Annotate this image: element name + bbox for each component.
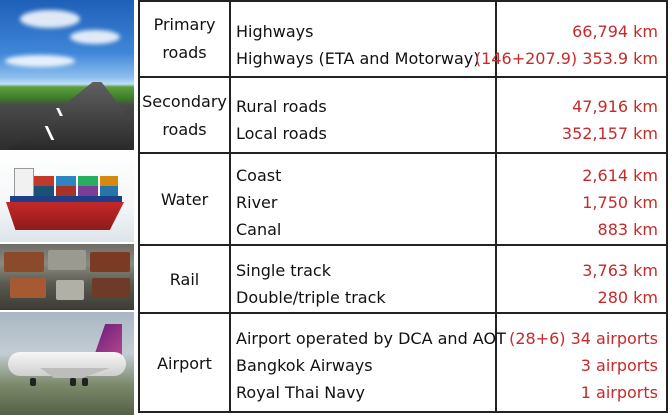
item-value: 47,916 km [572,97,658,116]
item-name: Single track [236,261,331,280]
category-line: Primary [153,15,216,34]
item-value: 66,794 km [572,22,658,41]
train-car [90,252,130,272]
cloud-shape [5,55,75,67]
container [100,176,118,186]
container [78,186,98,196]
item-value: 1,750 km [582,193,658,212]
item-value: (28+6) 34 airports [509,329,658,348]
cloud-shape [20,10,80,28]
item-name: Bangkok Airways [236,356,373,375]
item-name: Airport operated by DCA and AOT [236,329,506,348]
category-line: roads [162,120,207,139]
highway-photo [0,0,134,150]
category-label [140,2,229,76]
container [78,176,98,186]
container [56,176,76,186]
item-name: Coast [236,166,282,185]
table-row-water [140,152,666,246]
train-car [10,278,46,298]
category-line: Secondary [142,92,227,111]
item-name: Rural roads [236,97,327,116]
item-value: 883 km [597,220,658,239]
transport-table [138,0,668,413]
item-name: Highways (ETA and Motorway) [236,49,480,68]
table-row-primary-roads [140,2,666,76]
ship-hull [6,202,124,230]
item-value: 352,157 km [561,124,658,143]
item-value: 3 airports [580,356,658,375]
landing-gear [30,378,36,386]
ship-bridge [14,168,34,198]
item-name: Canal [236,220,282,239]
table-row-airport [140,312,666,413]
container [34,186,54,196]
item-value: (146+207.9) 353.9 km [474,49,658,68]
train-car [56,280,84,300]
item-value: 1 airports [580,383,658,402]
train-car [48,250,86,270]
category-label [140,78,229,154]
railyard-photo [0,244,134,310]
container [34,176,54,186]
category-label: Rail [169,270,200,289]
item-name: River [236,193,278,212]
item-name: Local roads [236,124,327,143]
cloud-shape [70,30,120,44]
item-name: Highways [236,22,314,41]
train-car [92,278,130,298]
item-value: 3,763 km [582,261,658,280]
cargo-ship-photo [0,152,134,242]
table-row-secondary-roads [140,76,666,154]
container [56,186,76,196]
road-shape [8,82,134,150]
container [100,186,118,196]
category-label: Water [160,190,209,209]
landing-gear [82,378,88,386]
category-label: Airport [157,353,212,373]
category-line: roads [162,43,207,62]
airplane-photo [0,312,134,415]
table-row-rail [140,244,666,314]
item-value: 280 km [597,288,658,307]
landing-gear [70,378,76,386]
train-car [4,252,44,272]
item-value: 2,614 km [582,166,658,185]
item-name: Double/triple track [236,288,386,307]
item-name: Royal Thai Navy [236,383,365,402]
